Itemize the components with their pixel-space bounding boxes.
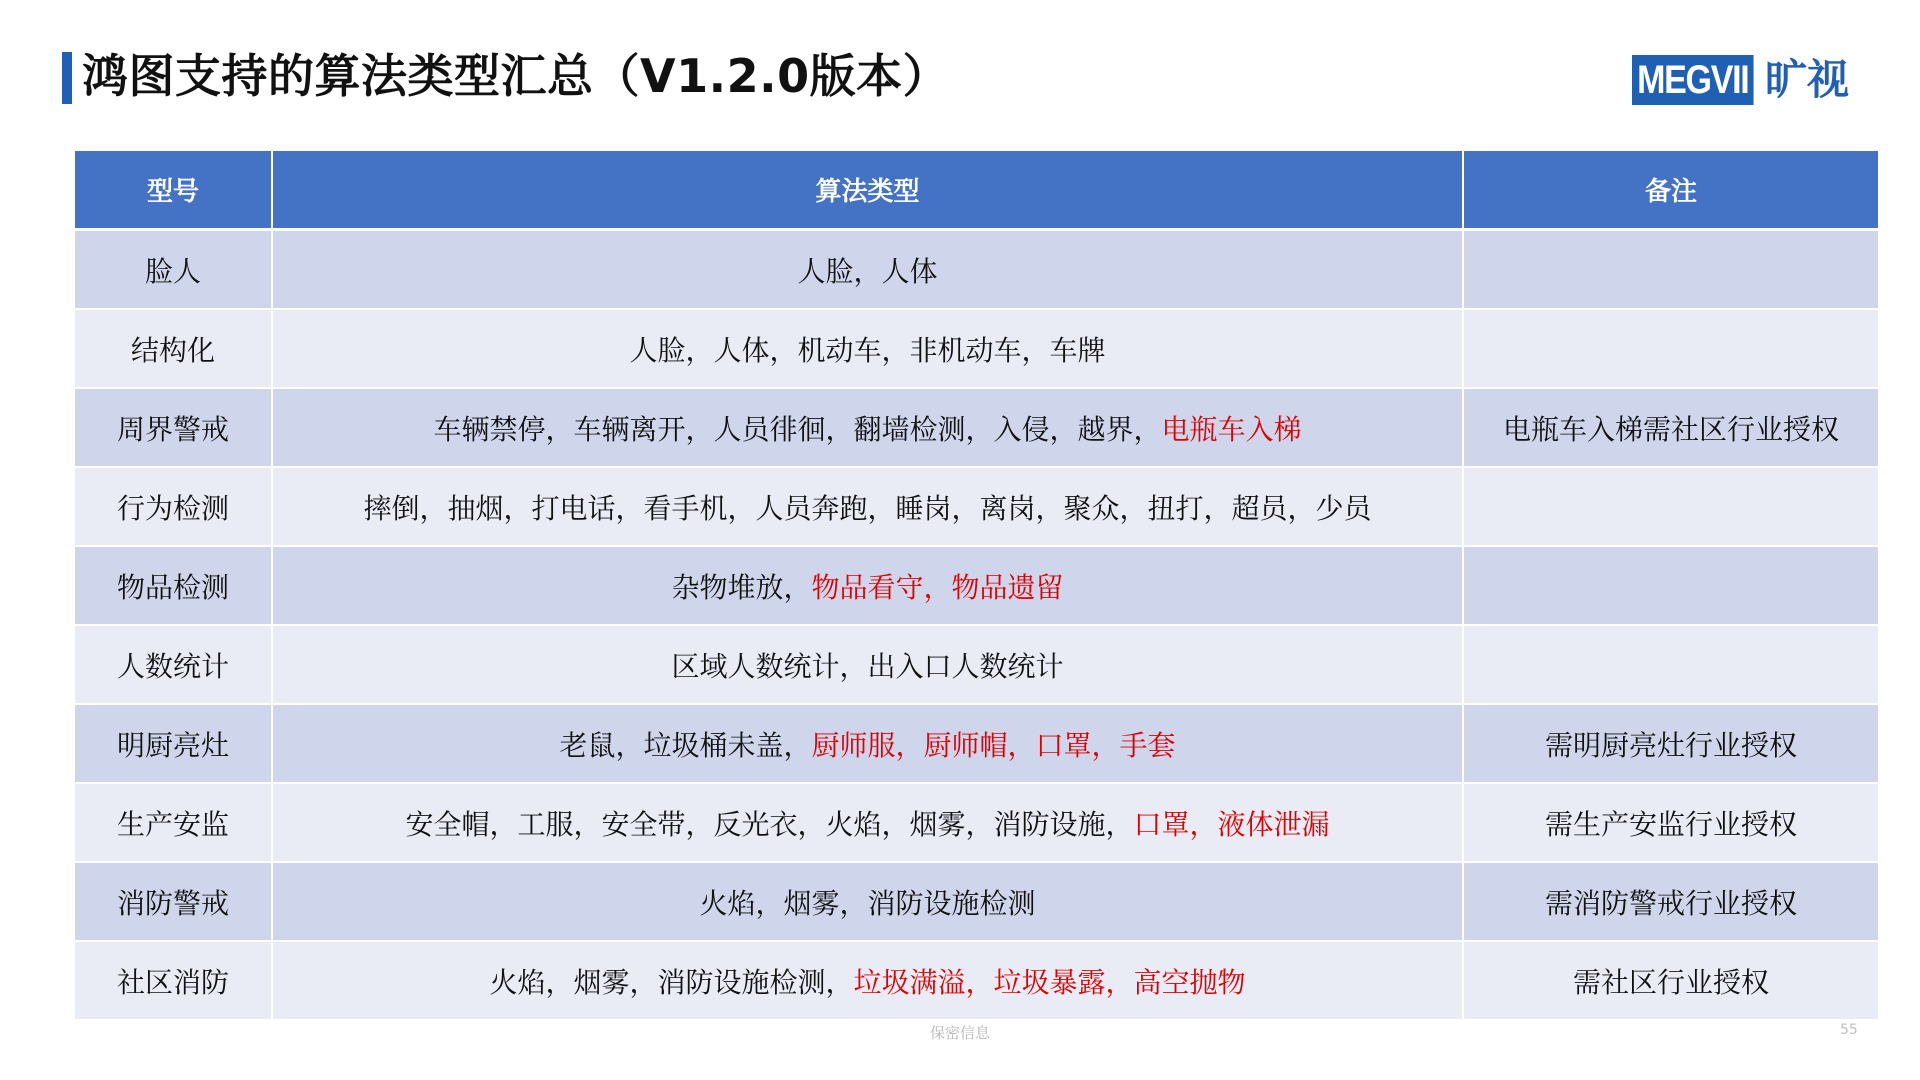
cell-model: 生产安监 [75, 783, 272, 862]
algorithm-text-licensed: 垃圾满溢，垃圾暴露，高空抛物 [853, 965, 1246, 999]
cell-algorithm-types [272, 388, 1463, 467]
header-note: 备注 [1463, 151, 1878, 230]
cell-algorithm-types [272, 230, 1463, 310]
cell-model: 脸人 [75, 230, 272, 310]
cell-algorithm-types [272, 309, 1463, 388]
title-accent-bar [62, 52, 72, 104]
table-row [75, 625, 1878, 704]
algorithm-text: 安全帽，工服，安全带，反光衣，火焰，烟雾，消防设施， [405, 807, 1134, 841]
table-header-row [75, 151, 1878, 230]
table-row [75, 783, 1878, 862]
cell-algorithm-types [272, 546, 1463, 625]
cell-note [1463, 230, 1878, 310]
algorithm-text-licensed: 口罩，液体泄漏 [1133, 807, 1330, 841]
table-row [75, 704, 1878, 783]
cell-model: 周界警戒 [75, 388, 272, 467]
cell-model: 物品检测 [75, 546, 272, 625]
cell-algorithm-types [272, 704, 1463, 783]
cell-note [1463, 625, 1878, 704]
algorithm-text: 人脸，人体 [797, 254, 938, 288]
algorithm-text: 车辆禁停，车辆离开，人员徘徊，翻墙检测，入侵，越界， [433, 412, 1162, 446]
algorithm-text: 人脸，人体，机动车，非机动车，车牌 [629, 333, 1106, 367]
cell-model: 结构化 [75, 309, 272, 388]
table-row [75, 546, 1878, 625]
algorithm-text: 杂物堆放， [671, 570, 812, 604]
header-algorithm-type: 算法类型 [272, 151, 1463, 230]
cell-note: 需明厨亮灶行业授权 [1463, 704, 1878, 783]
table-row [75, 309, 1878, 388]
algorithm-text-licensed: 物品看守，物品遗留 [811, 570, 1064, 604]
cell-model: 社区消防 [75, 941, 272, 1020]
cell-model: 消防警戒 [75, 862, 272, 941]
algorithm-text: 火焰，烟雾，消防设施检测， [489, 965, 854, 999]
cell-model: 人数统计 [75, 625, 272, 704]
cell-note: 电瓶车入梯需社区行业授权 [1463, 388, 1878, 467]
cell-algorithm-types [272, 625, 1463, 704]
logo-brand-en: MEGVII [1632, 55, 1754, 105]
cell-note [1463, 467, 1878, 546]
algorithm-table [75, 151, 1878, 1021]
table-row [75, 230, 1878, 310]
page-title: 鸿图支持的算法类型汇总（V1.2.0版本） [82, 49, 950, 103]
cell-note: 需生产安监行业授权 [1463, 783, 1878, 862]
algorithm-text-licensed: 电瓶车入梯 [1161, 412, 1302, 446]
logo-brand-cn: 旷视 [1765, 55, 1850, 104]
cell-algorithm-types [272, 862, 1463, 941]
algorithm-text: 火焰，烟雾，消防设施检测 [699, 886, 1036, 920]
cell-model: 行为检测 [75, 467, 272, 546]
header-model: 型号 [75, 151, 272, 230]
cell-algorithm-types [272, 941, 1463, 1020]
table-row [75, 862, 1878, 941]
page-number: 55 [1840, 1022, 1858, 1038]
cell-algorithm-types [272, 783, 1463, 862]
table-row [75, 467, 1878, 546]
megvii-logo [1632, 53, 1849, 107]
algorithm-text: 摔倒，抽烟，打电话，看手机，人员奔跑，睡岗，离岗，聚众，扭打，超员，少员 [363, 491, 1372, 525]
algorithm-text-licensed: 厨师服，厨师帽，口罩，手套 [811, 728, 1176, 762]
cell-note: 需社区行业授权 [1463, 941, 1878, 1020]
table-row [75, 941, 1878, 1020]
cell-model: 明厨亮灶 [75, 704, 272, 783]
cell-note [1463, 309, 1878, 388]
cell-algorithm-types [272, 467, 1463, 546]
algorithm-text: 区域人数统计，出入口人数统计 [671, 649, 1064, 683]
cell-note: 需消防警戒行业授权 [1463, 862, 1878, 941]
cell-note [1463, 546, 1878, 625]
confidential-footer: 保密信息 [929, 1024, 990, 1042]
table-row [75, 388, 1878, 467]
algorithm-text: 老鼠，垃圾桶未盖， [559, 728, 812, 762]
